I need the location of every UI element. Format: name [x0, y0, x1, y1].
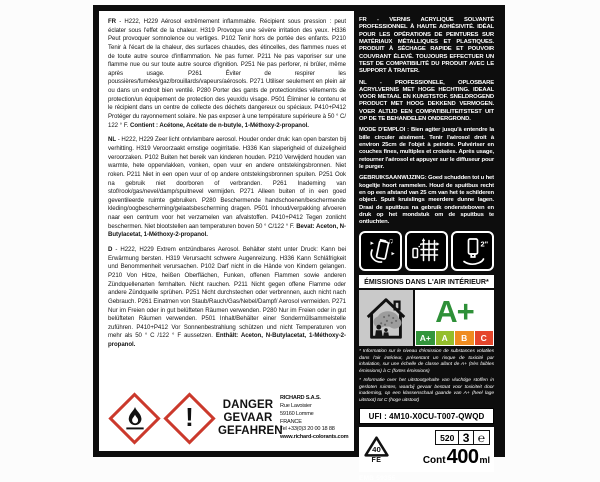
hazard-paragraph-de — [108, 246, 346, 350]
product-description-fr: FR - VERNIS ACRYLIQUE SOLVANTÉ PROFESSIONNEL À HAUTE ADHÉSIVITÉ. IDÉAL POUR LES OPÉRATIONS DE PEINTURES SUR MATÉRIAUX MÉTALLIQUES ET PLASTIQUES. PRODUIT À SÉCHAGE RAPIDE ET POUVOIR COUVRANT ÉLEVÉ. TOUJOURS EFFECTUER UN TEST DE COMPATIBILITÉ DU PRODUIT AVEC LE SUPPORT À TRAITER. — [359, 17, 494, 75]
emission-scale-cell-a: A — [436, 331, 455, 345]
product-info-column — [354, 11, 499, 482]
ufi-code: UFI : 4M10-X0CU-T007-QWQD — [359, 408, 494, 424]
emissions-rating-row — [359, 290, 494, 346]
svg-text:40: 40 — [372, 445, 381, 455]
usage-body-fr: Bien agiter jusqu'à entendre la bille circuler aisément. Tenir l'aérosol droit à environ 25cm de l'objet à peindre. Pulvériser en couches fines, multiples et croisées. Après usage, retourner l'aérosol et appuyer sur le diffuseur pour le purger. — [359, 127, 494, 170]
usage-title-nl: GEBRUIKSAANWIJZING: — [359, 175, 427, 182]
lang-code-de: D — [108, 246, 113, 254]
ghs-exclamation-pictogram — [163, 392, 216, 445]
usage-title-fr: MODE D'EMPLOI : — [359, 127, 409, 134]
svg-text:2": 2" — [480, 239, 488, 249]
package-codes — [435, 430, 490, 445]
emission-rating-value: A+ — [435, 293, 474, 329]
manufacturer-name: RICHARD S.A.S. — [280, 395, 321, 402]
manufacturer-address — [280, 395, 349, 441]
hazard-text-column — [99, 11, 354, 451]
hazard-contains-fr: Contient : Acétone, Acétate de n-butyle, 1-Méthoxy-2-propanol. — [130, 121, 309, 129]
volume-block — [395, 430, 490, 469]
hazard-paragraph-fr — [108, 18, 346, 130]
estimated-sign: ℮ — [473, 430, 490, 445]
content-label: Cont — [422, 455, 446, 467]
indoor-emissions-house-icon — [359, 290, 413, 346]
cross-spray-icon — [410, 235, 444, 267]
hazard-contains-nl: Bevat: Aceton, N-Butylacetat, 1-Méthoxy-2-propanol. — [108, 222, 346, 239]
shake-can-pictogram — [359, 231, 402, 271]
ghs-signal-row — [108, 392, 349, 445]
product-label — [93, 5, 505, 482]
address-city: 59160 Lomme — [280, 410, 314, 417]
signal-word-block — [218, 399, 283, 438]
usage-instructions-fr — [359, 127, 494, 171]
recycling-material-code: FE — [371, 457, 382, 465]
shake-icon — [364, 235, 398, 267]
emissions-footnote-nl: * Informatie over het uitstootgehalte van vluchtige stoffen in gesloten ruimtes, waarbij gevaar bestaat voor toxiciteit door inademing, op een klassenschaal gaande van A+ (heel lage uitstoot) tot C (hoge uitstoot) — [359, 378, 494, 403]
address-street: Rue Lavoisier — [280, 403, 312, 410]
volume-value: 400 — [446, 446, 479, 469]
emission-scale-cell-aplus: A+ — [416, 331, 435, 345]
hazard-contains-de: Enthält: Aceton, N-Butylacetat, 1-Méthoxy-2-propanol. — [108, 332, 346, 349]
cross-spray-pictogram — [405, 231, 448, 271]
recycling-icon — [363, 430, 390, 469]
purge-icon — [456, 235, 490, 267]
purge-can-pictogram — [451, 231, 494, 271]
exclamation-icon: ! — [185, 401, 194, 432]
volume-unit: ml — [479, 455, 490, 466]
emissions-header: ÉMISSIONS DANS L'AIR INTÉRIEUR* — [359, 275, 494, 288]
emissions-footnote-fr: * Information sur le niveau d'émission de substances volatiles dans l'air intérieur, présentant un risque de toxicité par inhalation, sur une échelle de classe allant de A+ (très faibles émissions) à C (fortes émissions) — [359, 349, 494, 374]
instruction-pictogram-row — [359, 231, 494, 271]
address-website: www.richard-colorants.com — [280, 433, 349, 440]
signal-word-de: GEFAHREN — [218, 424, 283, 437]
signal-word-nl: GEVAAR — [223, 412, 273, 425]
signal-word-fr: DANGER — [222, 399, 274, 412]
package-code-3: 3 — [458, 430, 475, 445]
product-description-nl: NL - PROFESSIONELE, OPLOSBARE ACRYLVERNIS MET HOGE HECHTING. IDEAAL VOOR METAAL EN KUNSTSTOF. SNELDROGEND PRODUCT MET HOOG DEKKEND VERMOGEN. VOER ALTIJD EEN COMPATIBILITEITSTEST UIT OP DE TE BEHANDELEN ONDERGROND. — [359, 79, 494, 123]
packaging-info-panel — [359, 427, 494, 472]
usage-instructions-nl — [359, 175, 494, 226]
emission-scale-cell-c: C — [475, 331, 494, 345]
ghs-flame-pictogram — [108, 392, 161, 445]
flame-icon — [122, 405, 148, 432]
hazard-paragraph-nl — [108, 136, 346, 240]
hazard-body-de: - H222, H229 Extrem entzündbares Aerosol. Behälter steht unter Druck: Kann bei Erwärmung bersten. H319 Verursacht schwere Augenreizung. H336 Kann Schläfrigkeit und Benommenheit verursachen. P102 Darf nicht in die Hände von Kindern gelangen. P210 Von Hitze, heißen Oberflächen, Funken, offenen Flammen sowie anderen Zündquellenarten fernhalten. Nicht rauchen. P211 Nicht gegen offene Flamme oder andere Zündquelle sprühen. P251 Nicht durchstechen oder verbrennen, auch nicht nach Gebrauch. P261 Einatmen von Staub/Rauch/Gas/Nebel/Dampf/ Aerosol vermeiden. P271 Nur im Freien oder in gut belüfteten Räumen verwenden. P280 Nur im Freien oder in gut belüfteten Räumen verwenden. P501 Inhalt/Behälter einer Sondermüllsammelstelle zuführen. P410+P412 Vor Sonnenbestrahlung schützen und nicht Temperaturen von mehr als 50 ° C /122 ° F aussetzen. — [108, 246, 346, 340]
package-code-520: 520 — [435, 430, 459, 445]
address-phone: Tel +33(0)3 20 00 18 88 — [280, 426, 335, 433]
lang-code-fr: FR — [108, 18, 117, 25]
svg-text:♫: ♫ — [387, 236, 393, 246]
emission-rating-scale — [416, 331, 493, 345]
usage-body-nl: Goed schudden tot u het kogeltje hoort rammelen. Houd de spuitbus recht en op een afstand van 25 cm van het te schilderen object. Spuit kruislings meerdere dunne lagen. Draai de spuitbus na gebruik ondersteboven en druk op het mondstuk om de spuitbus te ontluchten. — [359, 175, 494, 226]
emission-scale-cell-b: B — [455, 331, 474, 345]
content-volume — [423, 446, 490, 469]
lang-code-nl: NL — [108, 136, 117, 144]
emission-rating-panel — [415, 290, 494, 346]
address-country: FRANCE — [280, 418, 302, 425]
hazard-body-nl: - H222, H229 Zeer licht ontvlambare aerosol. Houder onder druk: kan open barsten bij verhitting. H319 Veroorzaakt ernstige oogirritatie. H336 Kan slaperigheid of duizeligheid veroorzaken. P102 Buiten het bereik van kinderen houden. P210 Verwijderd houden van warmte, hete oppervlakken, vonken, open vuur en andere ontstekingsbronnen. Niet roken. P211 Niet in een open vuur of op andere ontstekingsbronnen spuiten. P251 Ook na gebruik niet doorboren of verbranden. P261 Inademing van stof/rook/gas/nevel/damp/spuitnevel vermijden. P271 Alleen buiten of in een goed geventileerde ruimte gebruiken. P280 Beschermende handschoenen/beschermende kleding/oogbescherming/gelaatsbescherming dragen. P501 Inhoud/verpakking afvoeren naar een centrum voor het verzamelen van afvalstoffen. P410+P412 Tegen zonlicht beschermen. Niet blootstellen aan temperaturen boven 50 ° C/122 ° F. — [108, 136, 346, 230]
emb-code: EMB 59355 — [359, 475, 396, 482]
hazard-body-fr: - H222, H229 Aérosol extrêmement inflammable. Récipient sous pression : peut éclater sous l'effet de la chaleur. H319 Provoque une sévère irritation des yeux. H336 Peut provoquer somnolence ou vertiges. P102 Tenir hors de portée des enfants. P210 Tenir à l'écart de la chaleur, des surfaces chaudes, des étincelles, des flammes nues et de toute autre source d'inflammation. Ne pas fumer. P211 Ne pas vaporiser sur une flamme nue ou sur toute autre source d'ignition. P251 Ne pas perforer, ni brûler, même après usage. P261 Éviter de respirer les poussières/fumées/gaz/brouillards/vapeurs/aérosols. P271 Utiliser seulement en plein air ou dans un endroit bien ventilé. P280 Porter des gants de protection/des vêtements de protection/un équipement de protection des yeux/du visage. P501 Éliminer le contenu et le récipient dans un centre de collecte des déchets dangereux ou spéciaux. P410+P412 Protéger du rayonnement solaire. Ne pas exposer à une température supérieure à 50 ° C/ 122 ° F. — [108, 18, 346, 129]
